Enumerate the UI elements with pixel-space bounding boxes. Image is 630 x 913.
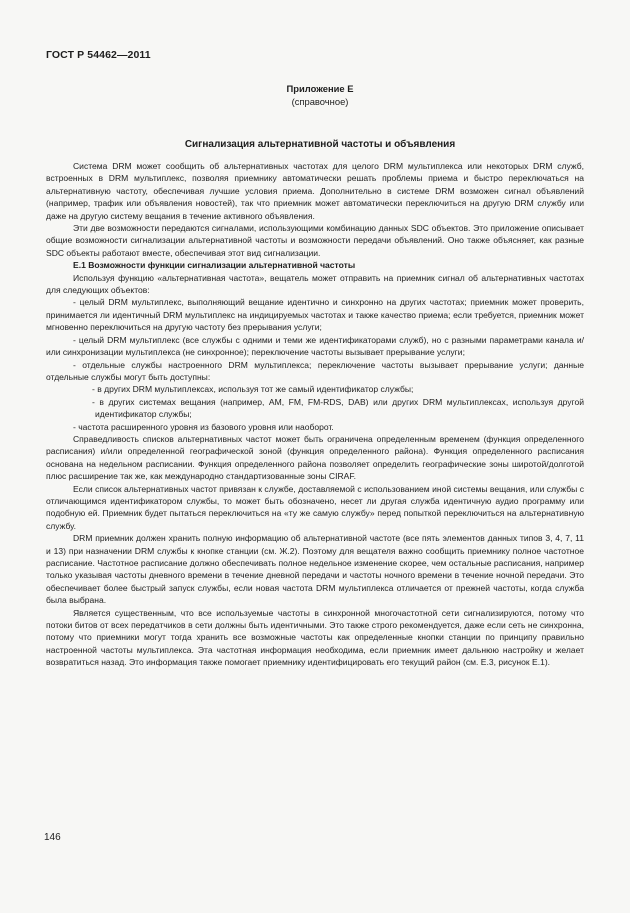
paragraph: Справедливость списков альтернативных частот может быть ограничена определенным временем (функция определенного расписания) и/или определенной географической зоной (функция определенного района). Функция определенного расписания основана на недельном расписании. Функция определенного района позволяет определить географические зоны широтой/долготой плюс расширение так же, как международно стандартизованные зоны CIRAF. <box>46 433 584 482</box>
standard-designation: ГОСТ Р 54462—2011 <box>46 49 151 61</box>
section-heading: Е.1 Возможности функции сигнализации альтернативной частоты <box>73 260 356 271</box>
paragraph: DRM приемник должен хранить полную информацию об альтернативной частоте (все пять элементов данных типов 3, 4, 7, 11 и 13) при назначении DRM службы к кнопке станции (см. Ж.2). Поэтому для вещателя важно сообщить приемнику полное частотное расписание. Частотное расписание должно обеспечивать полное недельное изменение скорее, чем остальные расписания, например только указывая частоты дневного времени в течение дневной передачи и частоты ночного времени в течение ночной передачи. Это обеспечивает более быстрый запуск службы, если новая частота DRM мультиплекса отличается от прежней частоты, когда служба была выбрана. <box>46 533 584 606</box>
paragraph: Система DRM может сообщить об альтернативных частотах для целого DRM мультиплекса или некоторых DRM служб, встроенных в DRM мультиплекс, позволяя приемнику автоматически решать проблемы приема и быстро переключаться на альтернативную частоту, обеспечивая лучшие условия приема. Дополнительно в системе DRM возможен сигнал объявлений (например, трафик или объявления новостей), так что приемник может автоматически переключиться на другую DRM службу или даже на другую систему вещания в течение активного объявления. <box>46 161 584 221</box>
paragraph: Используя функцию «альтернативная частота», вещатель может отправить на приемник сигнал об альтернативных частотах для следующих объектов: <box>46 272 584 296</box>
sub-list-item: - в других системах вещания (например, AM, FM, FM-RDS, DAB) или других DRM мультиплексах, используя другой идентификатор службы; <box>92 396 584 420</box>
list-item: - целый DRM мультиплекс (все службы с одними и теми же идентификаторами служб), но с разными параметрами канала и/или синхронизации мультиплекса (не синхронное); переключение частоты вызывает прерывание услуги; <box>46 334 584 358</box>
paragraph: Если список альтернативных частот привязан к службе, доставляемой с использованием иной системы вещания, или службы с отличающимся идентификатором службы, то может быть обозначено, несет ли другая служба идентичную аудио программу или подобную ей. Приемник будет пытаться переключиться на «ту же самую службу» перед попыткой переключиться на альтернативную службу. <box>46 483 584 531</box>
list-item: - отдельные службы настроенного DRM мультиплекса; переключение частоты вызывает прерывание услуги; данные отдельные службы могут быть доступны: <box>46 359 584 382</box>
annex-label: Приложение Е <box>286 83 354 94</box>
list-item: - частота расширенного уровня из базового уровня или наоборот. <box>73 421 334 432</box>
body-text <box>46 160 584 669</box>
list-item: - целый DRM мультиплекс, выполняющий вещание идентично и синхронно на других частотах; приемник может проверить, принимается ли идентичный DRM мультиплекс на индицируемых частотах и также качество приема; если требуется, приемник может мгновенно переключиться на другую частоту без прерывания услуги; <box>46 297 584 333</box>
annex-note: (справочное) <box>291 96 349 107</box>
sub-list-item: - в других DRM мультиплексах, используя тот же самый идентификатор службы; <box>92 384 414 395</box>
paragraph: Эти две возможности передаются сигналами, использующими комбинацию данных SDC объектов. Это приложение описывает общие возможности сигнализации альтернативной частоты и возможности передачи объявлений. Оно также объясняет, как разные SDC объекты работают вместе, обеспечивая этот вид сигнализации. <box>46 223 584 258</box>
annex-heading <box>0 82 630 108</box>
page-number: 146 <box>44 832 61 843</box>
paragraph: Является существенным, что все используемые частоты в синхронной многочастотной сети сигнализируются, потому что потоки битов от всех передатчиков в сети должны быть идентичными. Это также строго рекомендуется, даже если сеть не синхронна, потому что приемники могут тогда хранить все возможные частоты как определенные кнопки станции по принципу правильно настроенной частоты мультиплекса. Эта частотная информация необходима, если приемник имеет дальнюю настройку и желает возвратиться назад. Это информация также помогает приемнику идентифицировать его текущий район (см. Е.3, рисунок Е.1). <box>46 607 584 668</box>
annex-title: Сигнализация альтернативной частоты и объявления <box>184 139 456 150</box>
